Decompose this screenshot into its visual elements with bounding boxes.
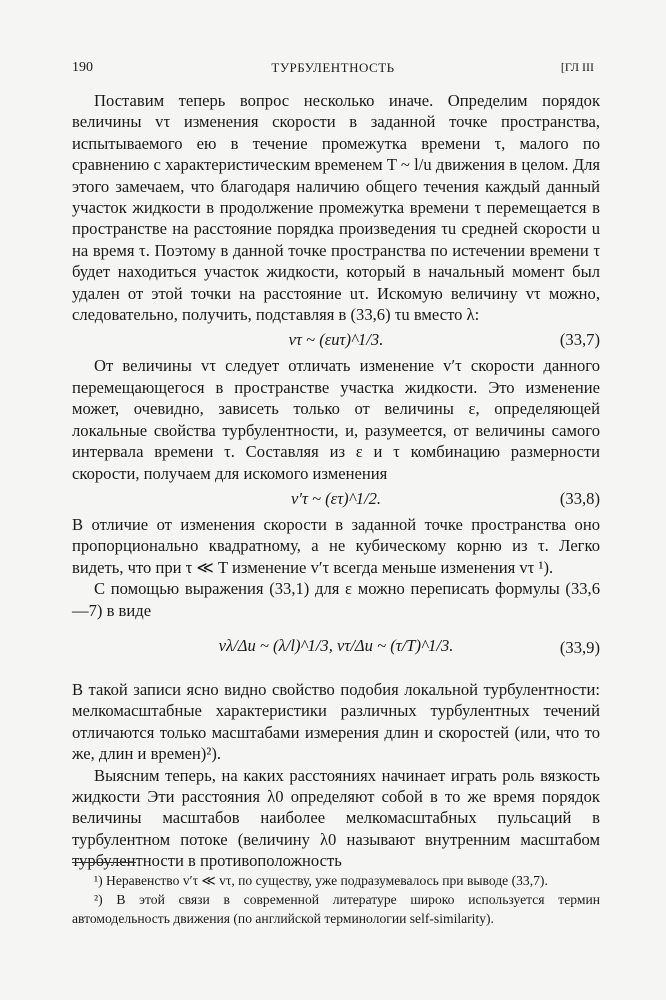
running-title: ТУРБУЛЕНТНОСТЬ xyxy=(271,60,395,75)
chapter-label: [ГЛ III xyxy=(560,60,594,74)
paragraph: В отличие от изменения скорости в заданной точке пространства оно пропорционально квадратному, а не кубическому корню из τ. Легко видеть, что при τ ≪ T изменение v′τ всегда меньше изменения vτ ¹). xyxy=(72,514,600,577)
equation-number: (33,8) xyxy=(559,488,600,508)
running-header xyxy=(72,60,594,80)
paragraph: От величины vτ следует отличать изменение v′τ скорости данного перемещающегося в пространстве участка жидкости. Это изменение может, очевидно, зависеть только от величины ε, определяющей локальные свойства турбулентности, и, разумеется, от величины самого интервала времени τ. Составляя из ε и τ комбинацию размерности скорости, получаем для искомого изменения xyxy=(72,356,600,483)
equation xyxy=(72,621,600,679)
footnote: ²) В этой связи в современной литературе широко используется термин автомодельность движения (по английской терминологии self-similarity). xyxy=(72,892,600,926)
equation xyxy=(72,325,600,355)
footnotes xyxy=(72,871,600,928)
equation-formula: vτ ~ (εuτ)^1/3. xyxy=(288,330,384,350)
footnote: ¹) Неравенство v′τ ≪ vτ, по существу, уже подразумевалось при выводе (33,7). xyxy=(94,873,548,888)
equation-number: (33,9) xyxy=(559,637,600,657)
equation-number: (33,7) xyxy=(559,330,600,350)
page-body xyxy=(72,90,600,872)
paragraph: Выясним теперь, на каких расстояниях начинает играть роль вязкость жидкости Эти расстояния λ0 определяют собой в то же время порядок величины масштабов наиболее мелкомасштабных пульсаций в турбулентном потоке (величину λ0 называют внутренним масштабом турбулентности в противоположность xyxy=(72,765,600,871)
paragraph: В такой записи ясно видно свойство подобия локальной турбулентности: мелкомасштабные характеристики различных турбулентных течений отличаются только масштабами измерения длин и скоростей (или, что то же, длин и времен)²). xyxy=(72,679,600,764)
paragraph: Поставим теперь вопрос несколько иначе. Определим порядок величины vτ изменения скорости в заданной точке пространства, испытываемого ею в течение промежутка времени τ, малого по сравнению с характеристическим временем T ~ l/u движения в целом. Для этого замечаем, что благодаря наличию общего течения каждый данный участок жидкости в продолжение промежутка времени τ перемещается в пространстве на расстояние порядка произведения τu средней скорости u на время τ. Поэтому в данной точке пространства по истечении времени τ будет находиться участок жидкости, который в начальный момент был удален от этой точки на расстояние uτ. Искомую величину vτ можно, следовательно, получить, подставляя в (33,6) τu вместо λ: xyxy=(72,91,600,325)
equation-formula: vλ/Δu ~ (λ/l)^1/3, vτ/Δu ~ (τ/T)^1/3. xyxy=(218,635,454,655)
page-number: 190 xyxy=(72,60,93,75)
paragraph: С помощью выражения (33,1) для ε можно переписать формулы (33,6—7) в виде xyxy=(72,579,600,620)
footnote-rule xyxy=(72,862,136,863)
equation xyxy=(72,484,600,514)
equation-formula: v′τ ~ (ετ)^1/2. xyxy=(290,488,382,508)
